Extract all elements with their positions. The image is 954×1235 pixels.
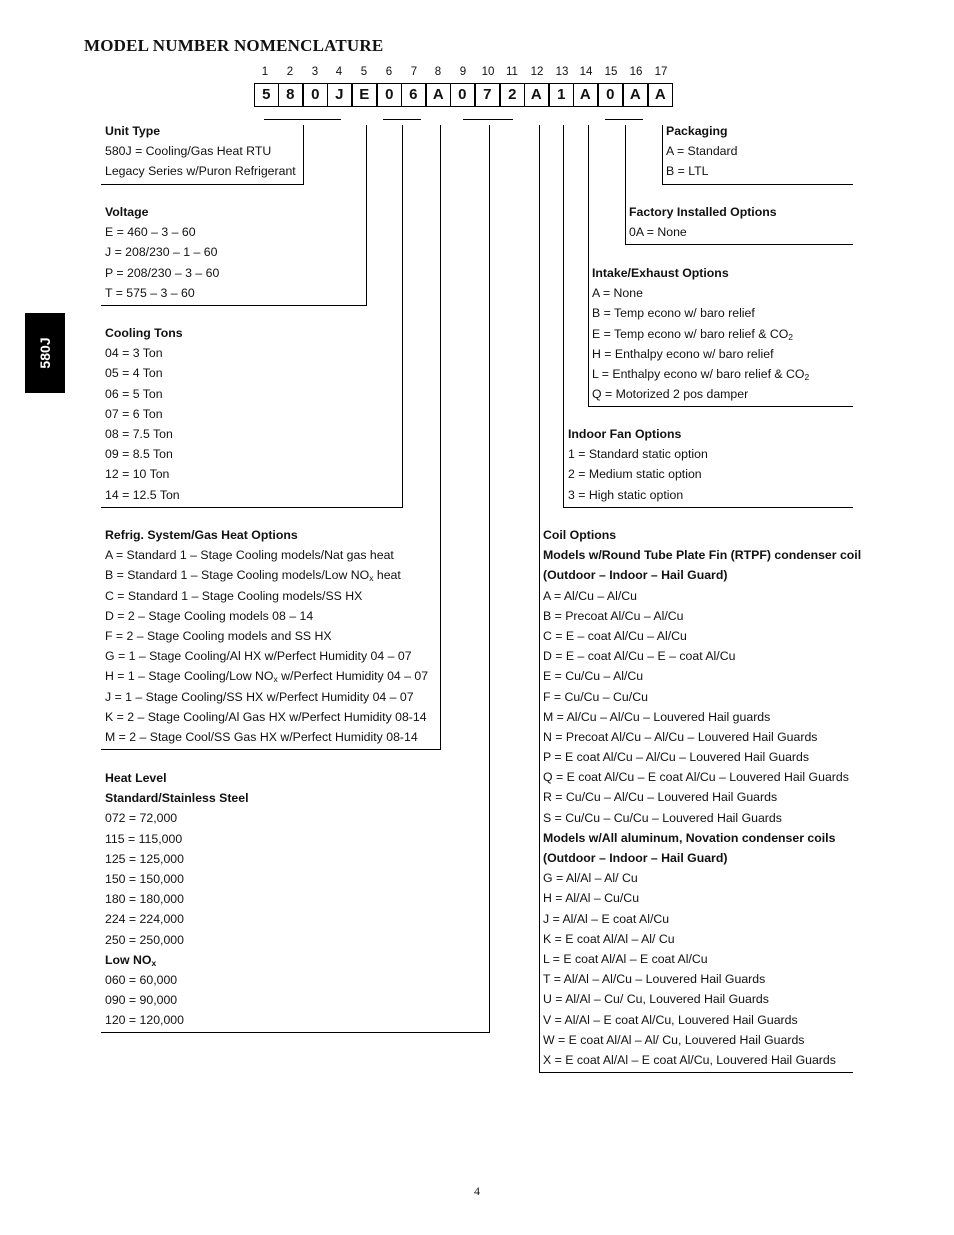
option-line: 1 = Standard static option (568, 447, 708, 462)
factory-options-section (629, 202, 777, 242)
option-line: 090 = 90,000 (105, 993, 178, 1008)
option-line: T = Al/Al – Al/Cu – Louvered Hail Guards (543, 972, 766, 987)
code-box: A (426, 83, 451, 107)
sub-heading: (Outdoor – Indoor – Hail Guard) (543, 851, 728, 865)
subscript: 2 (804, 371, 810, 382)
option-line: U = Al/Al – Cu/ Cu, Louvered Hail Guards (543, 992, 769, 1007)
option-line: 14 = 12.5 Ton (105, 487, 180, 502)
code-box: 0 (598, 83, 623, 107)
page-number: 4 (474, 1184, 480, 1198)
position-number: 14 (579, 66, 593, 78)
option-line: B = LTL (666, 164, 709, 179)
sub-heading: Models w/Round Tube Plate Fin (RTPF) condenser coil (543, 548, 862, 563)
option-line: 05 = 4 Ton (105, 366, 163, 381)
connector-line (588, 125, 589, 407)
section-heading: Factory Installed Options (629, 205, 777, 219)
option-line: 3 = High static option (568, 487, 684, 502)
option-line: A = Standard 1 – Stage Cooling models/Nat gas heat (105, 548, 394, 563)
connector-line (101, 305, 367, 306)
option-line: 12 = 10 Ton (105, 467, 170, 482)
option-line: P = 208/230 – 3 – 60 (105, 265, 220, 280)
section-heading: Coil Options (543, 528, 617, 542)
option-line: Q = E coat Al/Cu – E coat Al/Cu – Louvered Hail Guards (543, 770, 849, 785)
position-number: 17 (654, 66, 668, 78)
option-line: E = Cu/Cu – Al/Cu (543, 669, 644, 684)
option-text: H = 1 – Stage Cooling/Low NO (105, 669, 274, 684)
subscript: 2 (788, 331, 794, 342)
option-line: K = E coat Al/Al – Al/ Cu (543, 931, 675, 946)
connector-line (101, 1032, 490, 1033)
refrig-section (105, 525, 428, 747)
position-number: 1 (261, 66, 269, 78)
group-underline (463, 119, 513, 120)
code-box: 7 (475, 83, 500, 107)
option-line: J = 208/230 – 1 – 60 (105, 245, 218, 260)
connector-line (366, 125, 367, 305)
option-line: J = Al/Al – E coat Al/Cu (543, 911, 670, 926)
position-number: 2 (286, 66, 294, 78)
option-line: F = Cu/Cu – Cu/Cu (543, 689, 648, 704)
option-line: C = Standard 1 – Stage Cooling models/SS HX (105, 588, 363, 603)
option-line: W = E coat Al/Al – Al/ Cu, Louvered Hail Guards (543, 1032, 805, 1047)
option-line: 06 = 5 Ton (105, 386, 163, 401)
option-line: 04 = 3 Ton (105, 346, 163, 361)
option-line: Q = Motorized 2 pos damper (592, 387, 749, 402)
connector-line (101, 507, 403, 508)
connector-line (101, 184, 304, 185)
option-line: H = Enthalpy econo w/ baro relief (592, 346, 774, 361)
code-box: 0 (303, 83, 328, 107)
option-line: G = Al/Al – Al/ Cu (543, 871, 638, 886)
section-heading: Indoor Fan Options (568, 427, 682, 441)
position-number: 15 (604, 66, 618, 78)
option-line: N = Precoat Al/Cu – Al/Cu – Louvered Hail Guards (543, 729, 818, 744)
option-line: J = 1 – Stage Cooling/SS HX w/Perfect Humidity 04 – 07 (105, 689, 414, 704)
option-text: w/Perfect Humidity 04 – 07 (277, 669, 429, 684)
option-line: D = 2 – Stage Cooling models 08 – 14 (105, 608, 314, 623)
position-number: 12 (530, 66, 544, 78)
option-line: 08 = 7.5 Ton (105, 426, 173, 441)
group-underline (605, 119, 643, 120)
option-line: T = 575 – 3 – 60 (105, 285, 195, 300)
option-line (105, 565, 428, 585)
option-line: 250 = 250,000 (105, 932, 184, 947)
code-box: 6 (401, 83, 426, 107)
option-line (105, 666, 428, 686)
option-line: C = E – coat Al/Cu – Al/Cu (543, 628, 687, 643)
code-box: 8 (278, 83, 303, 107)
code-box: A (524, 83, 549, 107)
cooling-tons-section (105, 323, 183, 505)
option-line: 09 = 8.5 Ton (105, 447, 173, 462)
option-line (592, 324, 809, 344)
connector-line (101, 749, 441, 750)
option-line: A = Al/Cu – Al/Cu (543, 588, 637, 603)
sub-heading-text: Low NO (105, 952, 152, 967)
section-heading: Intake/Exhaust Options (592, 266, 729, 280)
connector-line (563, 125, 564, 508)
side-tab (25, 313, 65, 393)
option-line: 07 = 6 Ton (105, 406, 163, 421)
option-line: H = Al/Al – Cu/Cu (543, 891, 640, 906)
option-line: B = Temp econo w/ baro relief (592, 306, 755, 321)
option-line: 060 = 60,000 (105, 972, 178, 987)
connector-line (563, 507, 853, 508)
option-line: E = 460 – 3 – 60 (105, 225, 196, 240)
heat-level-section (105, 768, 249, 1030)
connector-line (303, 125, 304, 184)
option-line: K = 2 – Stage Cooling/Al Gas HX w/Perfect Humidity 08-14 (105, 709, 427, 724)
code-box: E (352, 83, 377, 107)
option-line: 125 = 125,000 (105, 851, 184, 866)
position-number: 16 (629, 66, 643, 78)
option-line: 224 = 224,000 (105, 912, 184, 927)
option-line: D = E – coat Al/Cu – E – coat Al/Cu (543, 649, 736, 664)
group-underline (264, 119, 341, 120)
option-line: 072 = 72,000 (105, 811, 178, 826)
connector-line (662, 125, 663, 185)
group-underline (383, 119, 421, 120)
intake-exhaust-section (592, 263, 809, 404)
option-line: F = 2 – Stage Cooling models and SS HX (105, 628, 332, 643)
option-line: M = Al/Cu – Al/Cu – Louvered Hail guards (543, 709, 771, 724)
option-line: A = None (592, 286, 643, 301)
connector-line (625, 244, 853, 245)
option-text: heat (373, 568, 401, 583)
position-number: 9 (459, 66, 467, 78)
code-box: 5 (254, 83, 279, 107)
option-line: X = E coat Al/Al – E coat Al/Cu, Louvered Hail Guards (543, 1052, 836, 1067)
side-tab-label: 580J (37, 337, 53, 369)
section-heading: Unit Type (105, 124, 161, 138)
option-line (592, 364, 809, 384)
option-line: 150 = 150,000 (105, 871, 184, 886)
section-heading: Cooling Tons (105, 326, 183, 340)
unit-type-section (105, 121, 296, 182)
sub-heading: Standard/Stainless Steel (105, 791, 249, 806)
code-box: A (648, 83, 673, 107)
option-line: M = 2 – Stage Cool/SS Gas HX w/Perfect Humidity 08-14 (105, 729, 418, 744)
indoor-fan-section (568, 424, 708, 505)
option-line: L = E coat Al/Al – E coat Al/Cu (543, 951, 708, 966)
code-box: A (623, 83, 648, 107)
position-number: 8 (434, 66, 442, 78)
option-line: V = Al/Al – E coat Al/Cu, Louvered Hail Guards (543, 1012, 798, 1027)
subscript: x (369, 573, 374, 584)
position-number: 7 (410, 66, 418, 78)
option-line: P = E coat Al/Cu – Al/Cu – Louvered Hail Guards (543, 750, 810, 765)
option-line: Legacy Series w/Puron Refrigerant (105, 164, 296, 179)
code-box: A (573, 83, 598, 107)
option-line: 0A = None (629, 225, 687, 240)
code-box: 1 (549, 83, 574, 107)
option-line: R = Cu/Cu – Al/Cu – Louvered Hail Guards (543, 790, 778, 805)
packaging-section (666, 121, 737, 182)
position-number: 11 (506, 66, 518, 78)
subscript: x (151, 957, 157, 968)
position-number: 5 (360, 66, 368, 78)
code-box: 0 (450, 83, 475, 107)
option-line: G = 1 – Stage Cooling/Al HX w/Perfect Humidity 04 – 07 (105, 649, 412, 664)
connector-line (539, 125, 540, 1072)
option-line: S = Cu/Cu – Cu/Cu – Louvered Hail Guards (543, 810, 782, 825)
sub-heading: Models w/All aluminum, Novation condenser coils (543, 830, 836, 845)
position-number: 3 (311, 66, 319, 78)
option-line: A = Standard (666, 144, 738, 159)
section-heading: Voltage (105, 205, 149, 219)
connector-line (625, 125, 626, 245)
option-text: B = Standard 1 – Stage Cooling models/Low NO (105, 568, 370, 583)
sub-heading (105, 950, 249, 970)
section-heading: Heat Level (105, 771, 167, 785)
option-line: 2 = Medium static option (568, 467, 702, 482)
connector-line (489, 125, 490, 1032)
code-box: J (327, 83, 352, 107)
option-text: E = Temp econo w/ baro relief & CO (592, 326, 789, 341)
option-line: 115 = 115,000 (105, 831, 183, 846)
code-box: 2 (500, 83, 525, 107)
option-line: 180 = 180,000 (105, 892, 184, 907)
position-number: 13 (555, 66, 569, 78)
sub-heading: (Outdoor – Indoor – Hail Guard) (543, 568, 728, 583)
connector-line (402, 125, 403, 507)
coil-options-section (543, 525, 861, 1070)
section-heading: Refrig. System/Gas Heat Options (105, 528, 298, 542)
position-number: 10 (481, 66, 495, 78)
option-line: 580J = Cooling/Gas Heat RTU (105, 144, 272, 159)
option-text: L = Enthalpy econo w/ baro relief & CO (592, 366, 805, 381)
connector-line (588, 406, 853, 407)
connector-line (440, 125, 441, 749)
option-line: 120 = 120,000 (105, 1013, 184, 1028)
position-number: 6 (385, 66, 393, 78)
connector-line (539, 1072, 853, 1073)
voltage-section (105, 202, 219, 303)
connector-line (662, 184, 853, 185)
section-heading: Packaging (666, 124, 728, 138)
option-line: B = Precoat Al/Cu – Al/Cu (543, 608, 684, 623)
page-title: MODEL NUMBER NOMENCLATURE (84, 36, 384, 55)
position-number: 4 (335, 66, 343, 78)
subscript: x (273, 674, 278, 685)
code-box: 0 (377, 83, 402, 107)
